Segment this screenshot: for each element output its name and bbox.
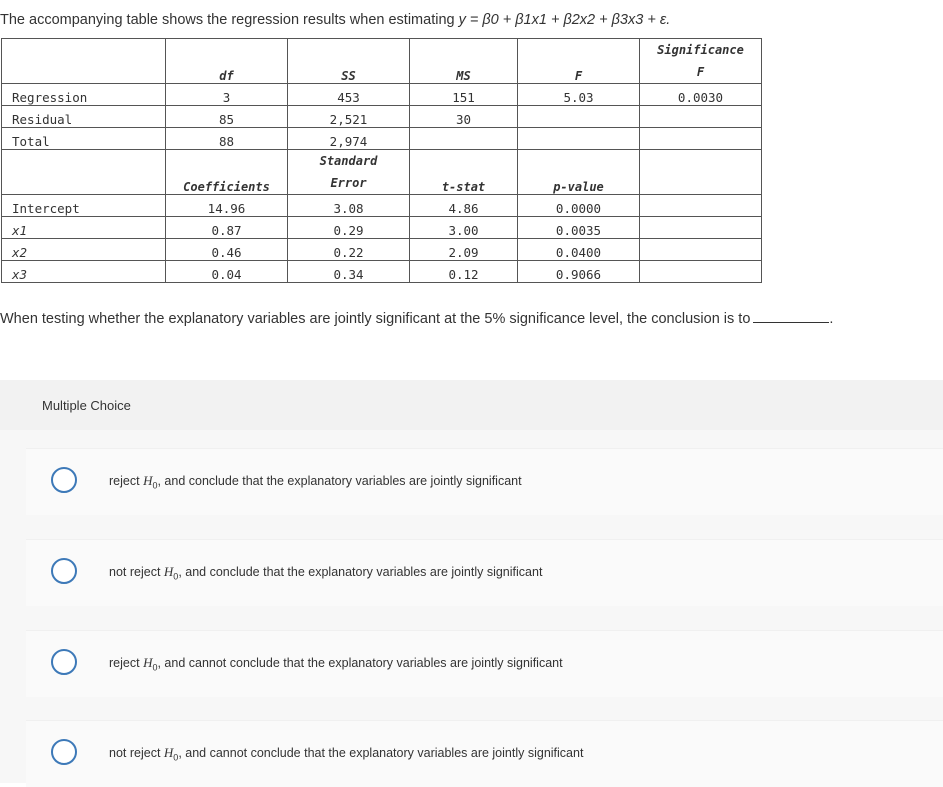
cell-p: 0.9066 [518, 261, 640, 283]
choice-verb: reject [109, 656, 140, 670]
choice-rest: , and conclude that the explanatory variables are jointly significant [178, 565, 543, 579]
cell-df: 88 [166, 128, 288, 150]
choice-label [109, 655, 563, 673]
hypothesis-subscript: 0 [173, 752, 179, 763]
header-se-line2: Error [330, 176, 367, 190]
cell-coef: 0.46 [166, 239, 288, 261]
coef-header-blank-right [640, 150, 762, 195]
header-se-line1: Standard [319, 154, 378, 168]
choice-verb: reject [109, 474, 140, 488]
table-row [2, 128, 762, 150]
hypothesis-subscript: 0 [173, 571, 179, 582]
question-intro: The accompanying table shows the regression results when estimating [0, 12, 455, 28]
choice-verb: not reject [109, 565, 161, 579]
cell-empty [640, 239, 762, 261]
choice-label [109, 564, 542, 582]
cell-ms: 151 [410, 84, 518, 106]
choice-option-3[interactable] [26, 630, 943, 697]
cell-f [518, 128, 640, 150]
radio-button[interactable] [51, 558, 77, 584]
answer-blank [753, 310, 829, 323]
cell-t: 0.12 [410, 261, 518, 283]
hypothesis-subscript: 0 [152, 662, 158, 673]
radio-button[interactable] [51, 467, 77, 493]
cell-p: 0.0000 [518, 195, 640, 217]
header-ms: MS [410, 39, 518, 84]
cell-empty [640, 195, 762, 217]
cell-empty [640, 261, 762, 283]
choice-label [109, 473, 522, 491]
row-label: x2 [2, 239, 166, 261]
prompt-sentence: When testing whether the explanatory variables are jointly significant at the 5% significance level, the conclusion is to [0, 311, 751, 327]
choice-option-1[interactable] [26, 448, 943, 515]
coef-header-blank [2, 150, 166, 195]
cell-se: 0.29 [288, 217, 410, 239]
row-label: Residual [2, 106, 166, 128]
header-significance-line1: Significance [657, 43, 744, 57]
cell-df: 85 [166, 106, 288, 128]
cell-sig [640, 106, 762, 128]
cell-t: 3.00 [410, 217, 518, 239]
table-row [2, 106, 762, 128]
header-significance-f [640, 39, 762, 84]
header-coefficients: Coefficients [166, 150, 288, 195]
header-t-stat: t-stat [410, 150, 518, 195]
header-p-value: p-value [518, 150, 640, 195]
cell-ss: 2,974 [288, 128, 410, 150]
choice-rest: , and cannot conclude that the explanatory variables are jointly significant [178, 746, 584, 760]
table-row [2, 195, 762, 217]
cell-ms: 30 [410, 106, 518, 128]
cell-f [518, 106, 640, 128]
cell-p: 0.0035 [518, 217, 640, 239]
hypothesis-symbol: H [143, 655, 153, 670]
multiple-choice-header [0, 380, 943, 430]
cell-t: 2.09 [410, 239, 518, 261]
table-row [2, 84, 762, 106]
table-row [2, 261, 762, 283]
hypothesis-subscript: 0 [152, 480, 158, 491]
hypothesis-symbol: H [163, 564, 174, 579]
question-text [0, 12, 943, 28]
multiple-choice-title: Multiple Choice [42, 398, 131, 413]
choice-label [109, 745, 583, 763]
cell-coef: 0.04 [166, 261, 288, 283]
cell-sig: 0.0030 [640, 84, 762, 106]
cell-ss: 453 [288, 84, 410, 106]
anova-header-blank [2, 39, 166, 84]
row-label: x1 [2, 217, 166, 239]
row-label: Intercept [2, 195, 166, 217]
coef-header-row [2, 150, 762, 195]
row-label: x3 [2, 261, 166, 283]
cell-ms [410, 128, 518, 150]
anova-header-row [2, 39, 762, 84]
table-row [2, 217, 762, 239]
cell-p: 0.0400 [518, 239, 640, 261]
regression-equation: y = β0 + β1x1 + β2x2 + β3x3 + ε. [458, 12, 671, 28]
choice-option-2[interactable] [26, 539, 943, 606]
cell-se: 0.34 [288, 261, 410, 283]
cell-empty [640, 217, 762, 239]
header-significance-line2: F [696, 65, 705, 79]
radio-button[interactable] [51, 739, 77, 765]
cell-ss: 2,521 [288, 106, 410, 128]
cell-coef: 14.96 [166, 195, 288, 217]
choice-rest: , and cannot conclude that the explanatory variables are jointly significant [157, 656, 563, 670]
cell-f: 5.03 [518, 84, 640, 106]
regression-table [1, 38, 762, 283]
header-f: F [518, 39, 640, 84]
header-standard-error [288, 150, 410, 195]
row-label: Regression [2, 84, 166, 106]
prompt-text: When testing whether the explanatory variables are jointly significant at the 5% significance level, the conclusion is to . [0, 311, 834, 327]
cell-t: 4.86 [410, 195, 518, 217]
choice-verb: not reject [109, 746, 161, 760]
row-label: Total [2, 128, 166, 150]
radio-button[interactable] [51, 649, 77, 675]
hypothesis-symbol: H [143, 473, 153, 488]
header-ss: SS [288, 39, 410, 84]
cell-sig [640, 128, 762, 150]
choice-option-4[interactable] [26, 720, 943, 787]
cell-df: 3 [166, 84, 288, 106]
cell-se: 0.22 [288, 239, 410, 261]
table-row [2, 239, 762, 261]
cell-se: 3.08 [288, 195, 410, 217]
choice-rest: , and conclude that the explanatory variables are jointly significant [157, 474, 522, 488]
cell-coef: 0.87 [166, 217, 288, 239]
header-df: df [166, 39, 288, 84]
hypothesis-symbol: H [163, 745, 174, 760]
